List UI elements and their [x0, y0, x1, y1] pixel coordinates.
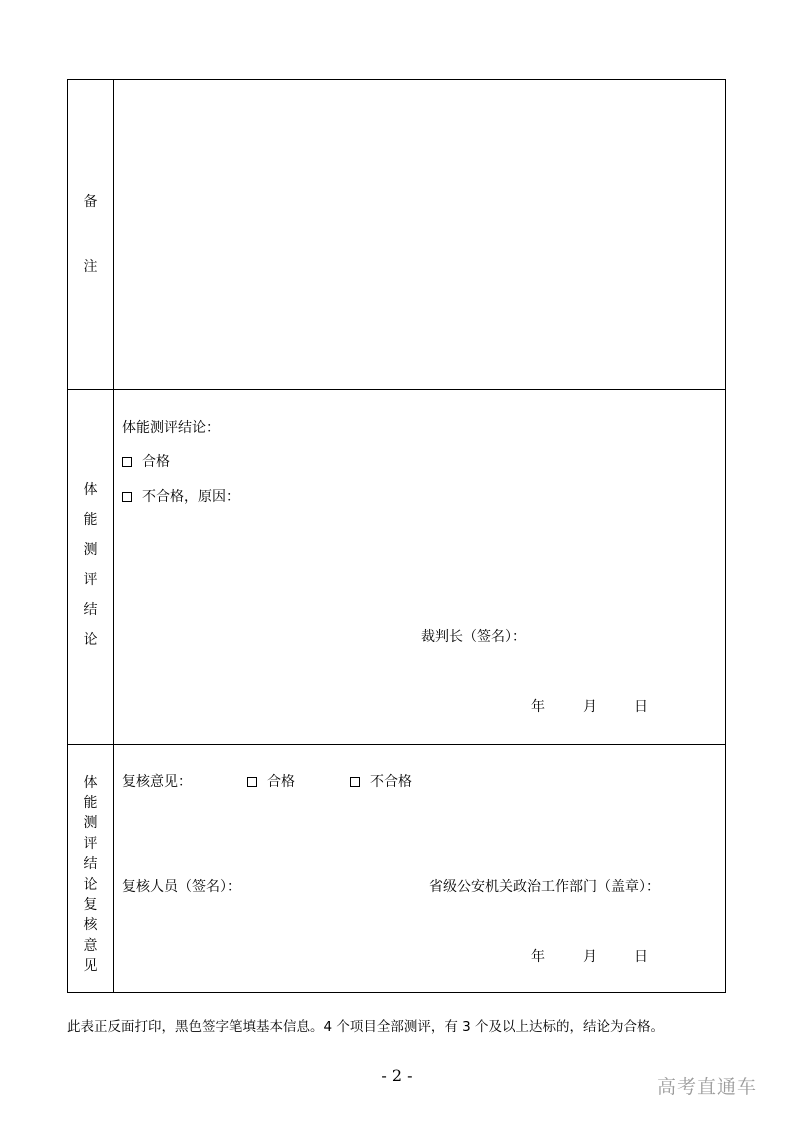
conclusion-label-char: 测 — [83, 542, 98, 558]
watermark: 高考直通车 — [657, 1076, 758, 1098]
review-label-char: 评 — [83, 836, 98, 852]
page-number: - 2 - — [381, 1066, 413, 1085]
review-date-year: 年 — [531, 949, 545, 965]
remarks-input-area[interactable] — [114, 80, 725, 389]
conclusion-option-pass — [122, 454, 170, 470]
chief-judge-signature-label: 裁判长（签名）： — [421, 629, 526, 645]
review-opinion-label: 复核意见： — [122, 774, 192, 790]
remarks-label-column — [68, 80, 114, 389]
review-label-char: 见 — [83, 958, 98, 974]
remarks-label-char: 注 — [83, 259, 98, 275]
review-label-char: 核 — [83, 917, 98, 933]
review-date-day: 日 — [634, 949, 648, 965]
conclusion-label-char: 评 — [83, 572, 98, 588]
conclusion-option-fail — [122, 489, 240, 505]
conclusion-date-day: 日 — [634, 699, 648, 715]
conclusion-label-char: 结 — [83, 602, 98, 618]
review-label-char: 能 — [83, 795, 98, 811]
review-section — [68, 744, 725, 993]
review-label-char: 意 — [83, 938, 98, 954]
review-option-pass — [247, 774, 295, 790]
review-fail-checkbox[interactable] — [350, 777, 360, 787]
review-fail-label: 不合格 — [370, 774, 412, 790]
review-label-char: 论 — [83, 877, 98, 893]
reviewer-signature-label: 复核人员（签名）： — [122, 879, 241, 895]
fail-option-label: 不合格，原因： — [142, 489, 240, 505]
assessment-form-table — [67, 79, 726, 993]
review-label-char: 测 — [83, 815, 98, 831]
conclusion-content — [114, 389, 725, 744]
conclusion-section — [68, 389, 725, 745]
review-date-month: 月 — [583, 949, 597, 965]
conclusion-label-char: 能 — [83, 512, 98, 528]
pass-checkbox[interactable] — [122, 457, 132, 467]
review-label-char: 复 — [83, 897, 98, 913]
conclusion-label-char: 体 — [83, 482, 98, 498]
review-label-char: 体 — [83, 775, 98, 791]
review-option-fail — [350, 774, 412, 790]
department-seal-label: 省级公安机关政治工作部门（盖章）： — [429, 879, 660, 895]
review-pass-label: 合格 — [267, 774, 295, 790]
conclusion-label-column — [68, 389, 114, 744]
pass-option-label: 合格 — [142, 454, 170, 470]
review-label-char: 结 — [83, 856, 98, 872]
conclusion-date-month: 月 — [583, 699, 597, 715]
remarks-section — [68, 80, 725, 390]
fail-checkbox[interactable] — [122, 492, 132, 502]
review-pass-checkbox[interactable] — [247, 777, 257, 787]
footnote: 此表正反面打印，黑色签字笔填基本信息。4 个项目全部测评，有 3 个及以上达标的，结论为合格。 — [67, 1019, 665, 1035]
conclusion-date-year: 年 — [531, 699, 545, 715]
conclusion-label-char: 论 — [83, 632, 98, 648]
conclusion-heading: 体能测评结论： — [122, 420, 220, 436]
review-label-column — [68, 744, 114, 993]
review-content — [114, 744, 725, 993]
remarks-label-char: 备 — [83, 194, 98, 210]
